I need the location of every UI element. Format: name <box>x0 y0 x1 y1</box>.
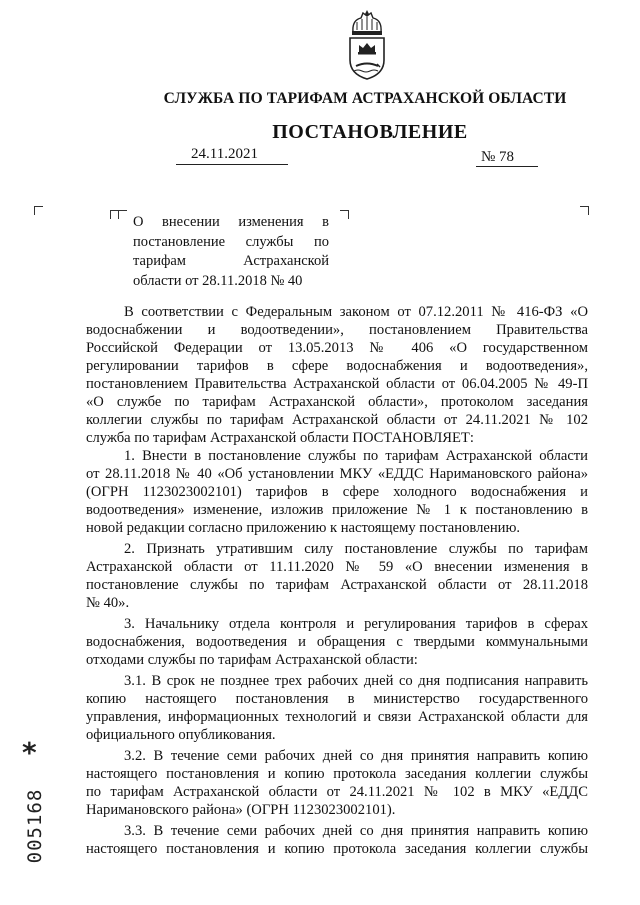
body-line: водоснабжении и водоотведении», постановлением Правительства <box>86 322 588 338</box>
body-line: настоящего постановления и копию протокола заседания коллегии службы <box>86 841 588 857</box>
date-underline <box>176 164 288 165</box>
subject-line: О внесении изменения в <box>133 214 329 230</box>
body-line: от 28.11.2018 № 40 «Об установлении МКУ «ЕДДС Наримановского района» <box>86 466 588 482</box>
body-line: новой редакции согласно приложению к настоящему постановлению. <box>86 520 521 536</box>
body-line: (ОГРН 1123023002101) тарифов в сфере холодного водоснабжения и <box>86 484 588 500</box>
body-line: 3.1. В срок не позднее трех рабочих дней со дня подписания направить <box>124 673 588 689</box>
body-line: водоснабжения, водоотведения и обращения с твердыми коммунальными <box>86 634 588 650</box>
document-subject <box>133 213 329 291</box>
document-body <box>86 303 588 858</box>
coat-of-arms-icon <box>344 8 390 82</box>
body-line: отходами службы по тарифам Астраханской области: <box>86 652 418 668</box>
corner-mark <box>118 210 127 219</box>
body-line: по тарифам Астраханской области от 24.11.2021 № 102 в МКУ «ЕДДС <box>86 784 588 800</box>
margin-serial-number <box>20 775 50 885</box>
body-line: Российской Федерации от 13.05.2013 № 406 «О государственном <box>86 340 588 356</box>
subject-line: постановление службы по <box>133 233 329 250</box>
corner-mark <box>340 210 349 219</box>
corner-mark <box>34 206 43 215</box>
body-line: регулировании тарифов в сфере водоснабжения и водоотведения», <box>86 358 588 374</box>
body-line: 2. Признать утратившим силу постановление службы по тарифам <box>124 541 588 557</box>
document-date: 24.11.2021 <box>191 146 258 162</box>
subject-line: тарифам Астраханской <box>133 253 329 269</box>
body-line: постановлением Правительства Астраханской области от 06.04.2005 № 49-П <box>86 376 588 392</box>
body-line: копию настоящего постановления в министерство государственного <box>86 691 588 707</box>
body-line: 3.3. В течение семи рабочих дней со дня принятия направить копию <box>124 823 588 839</box>
body-line: № 40». <box>86 595 130 611</box>
serial-text: 005168 <box>24 788 46 864</box>
body-line: настоящего постановления и копию протокола заседания коллегии службы <box>86 766 588 782</box>
body-line: Астраханской области от 11.11.2020 № 59 «О внесении изменения в <box>86 559 588 575</box>
document-number: № 78 <box>481 149 515 165</box>
number-underline <box>476 166 538 167</box>
margin-asterisk: * <box>22 736 37 769</box>
body-line: коллегии службы по тарифам Астраханской области от 24.11.2021 № 102 <box>86 412 588 428</box>
body-line: В соответствии с Федеральным законом от 07.12.2011 № 416-ФЗ «О <box>124 304 588 320</box>
body-line: водоотведения» изменение, изложив приложение № 1 к постановлению в <box>86 502 588 518</box>
body-line: Наримановского района» (ОГРН 1123023002101). <box>86 802 396 818</box>
body-line: 1. Внести в постановление службы по тарифам Астраханской области <box>124 448 588 464</box>
body-line: «О службе по тарифам Астраханской области», протоколом заседания <box>86 394 588 410</box>
body-line: официального опубликования. <box>86 727 276 743</box>
body-line: 3. Начальнику отдела контроля и регулирования тарифов в сферах <box>124 616 588 632</box>
corner-mark <box>580 206 589 215</box>
body-line: постановление службы по тарифам Астраханской области от 28.11.2018 <box>86 577 588 593</box>
document-type-heading: ПОСТАНОВЛЕНИЕ <box>272 121 468 143</box>
body-line: 3.2. В течение семи рабочих дней со дня принятия направить копию <box>124 748 588 764</box>
agency-name: СЛУЖБА ПО ТАРИФАМ АСТРАХАНСКОЙ ОБЛАСТИ <box>163 90 567 107</box>
body-line: управления, информационных технологий и связи Астраханской области для <box>86 709 588 725</box>
subject-line: области от 28.11.2018 № 40 <box>133 272 303 289</box>
body-line: служба по тарифам Астраханской области ПОСТАНОВЛЯЕТ: <box>86 430 474 446</box>
